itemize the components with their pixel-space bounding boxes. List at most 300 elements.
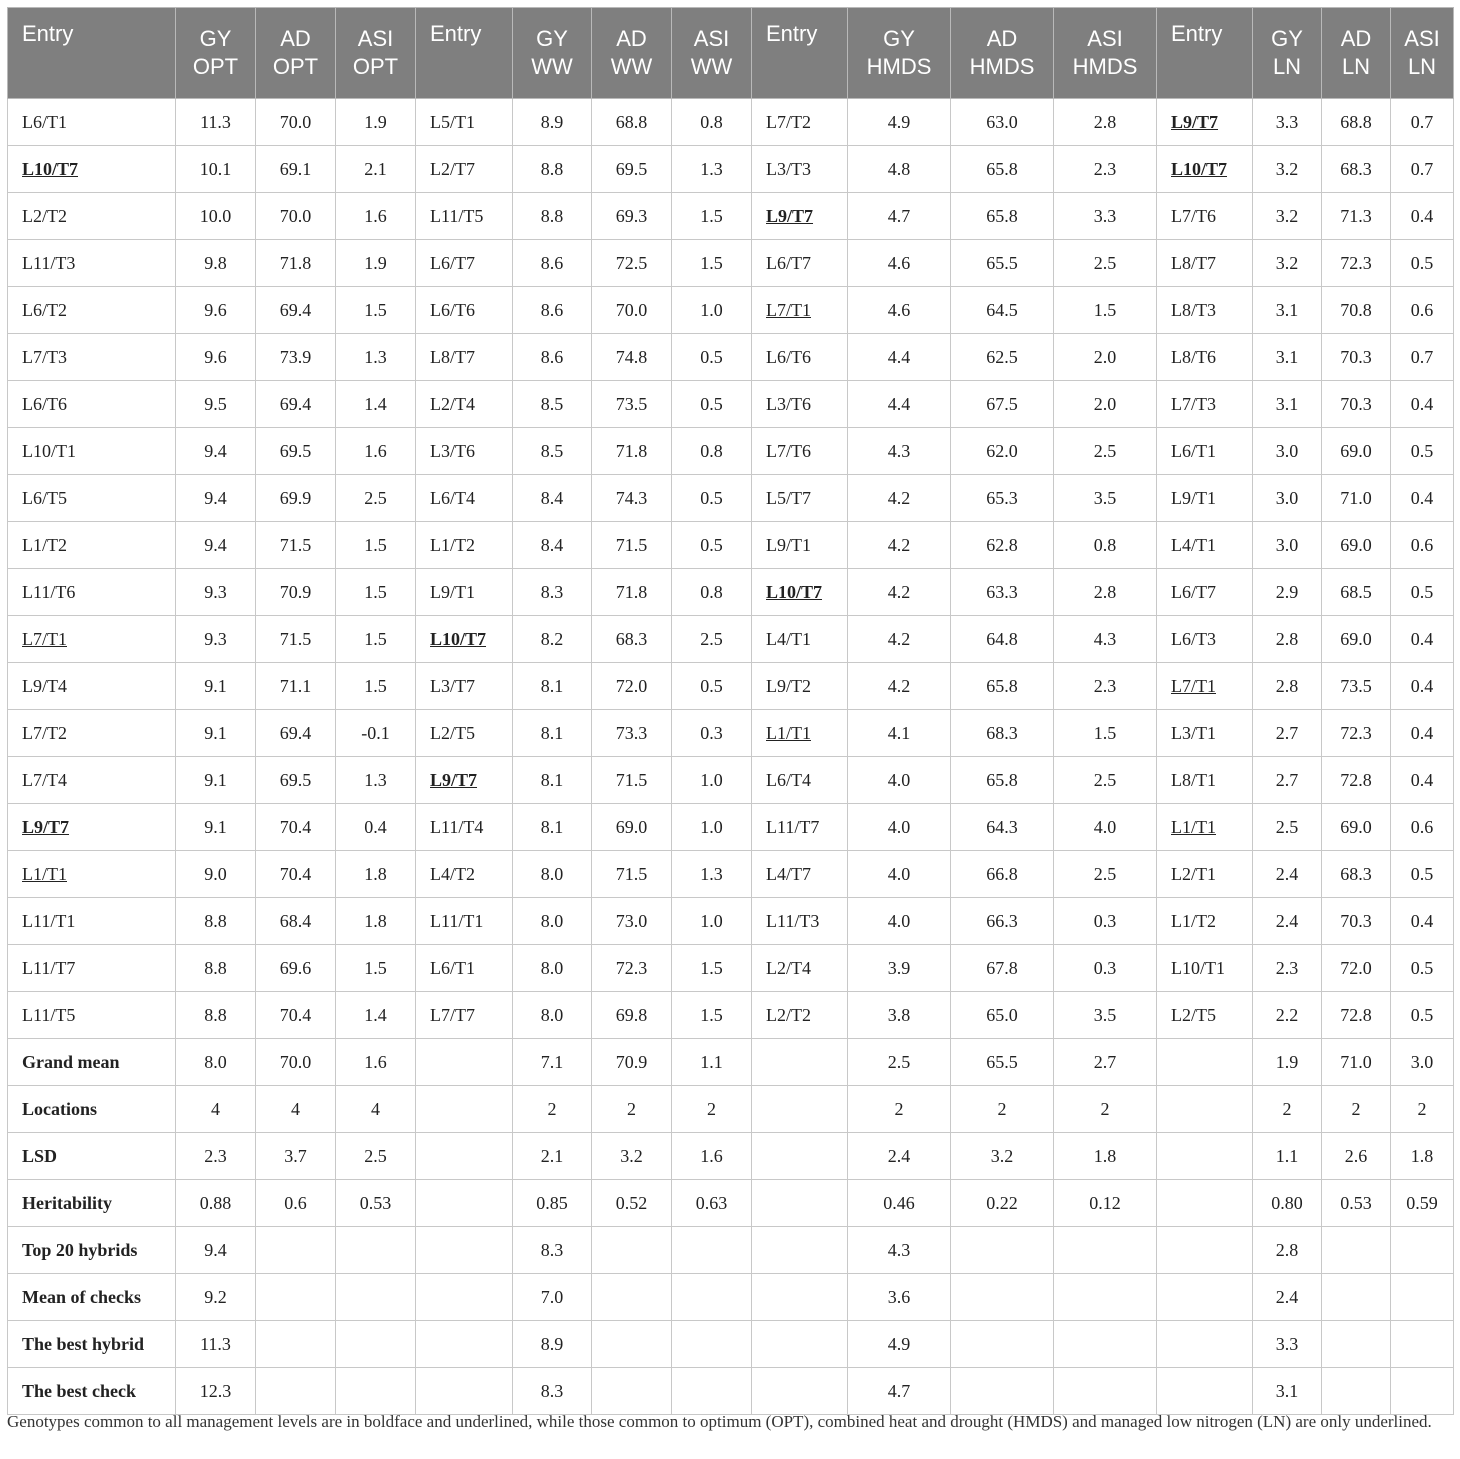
value-cell: 71.3: [1322, 193, 1391, 240]
column-header: Entry: [752, 8, 848, 99]
entry-cell: L1/T1: [752, 710, 848, 757]
summary-value: [416, 1086, 513, 1133]
summary-value: 2: [848, 1086, 951, 1133]
value-cell: 9.4: [176, 522, 256, 569]
value-cell: 3.2: [1253, 193, 1322, 240]
summary-value: [672, 1274, 752, 1321]
entry-cell: L7/T2: [752, 99, 848, 146]
summary-value: 2: [951, 1086, 1054, 1133]
summary-value: [752, 1321, 848, 1368]
value-cell: 71.5: [592, 522, 672, 569]
entry-cell: L8/T1: [1157, 757, 1253, 804]
summary-value: 4.7: [848, 1368, 951, 1415]
value-cell: 70.3: [1322, 334, 1391, 381]
entry-cell: L11/T7: [752, 804, 848, 851]
summary-value: 2: [672, 1086, 752, 1133]
value-cell: 73.0: [592, 898, 672, 945]
summary-value: [1391, 1321, 1454, 1368]
entry-cell: L6/T6: [416, 287, 513, 334]
column-header: AD LN: [1322, 8, 1391, 99]
value-cell: 0.6: [1391, 522, 1454, 569]
value-cell: 2.0: [1054, 381, 1157, 428]
value-cell: 1.5: [672, 193, 752, 240]
value-cell: 0.5: [672, 475, 752, 522]
value-cell: 70.4: [256, 992, 336, 1039]
value-cell: 9.4: [176, 475, 256, 522]
table-row: [8, 663, 1454, 710]
value-cell: 1.6: [336, 428, 416, 475]
entry-cell: L2/T1: [1157, 851, 1253, 898]
table-row: [8, 616, 1454, 663]
entry-cell: L11/T5: [8, 992, 176, 1039]
value-cell: 72.3: [1322, 710, 1391, 757]
summary-value: [1157, 1368, 1253, 1415]
entry-cell: L7/T1: [1157, 663, 1253, 710]
summary-value: [416, 1039, 513, 1086]
value-cell: 66.8: [951, 851, 1054, 898]
value-cell: 69.1: [256, 146, 336, 193]
summary-value: [1157, 1086, 1253, 1133]
value-cell: 0.8: [672, 428, 752, 475]
column-header: AD OPT: [256, 8, 336, 99]
value-cell: 2.0: [1054, 334, 1157, 381]
value-cell: 1.0: [672, 757, 752, 804]
entry-cell: L5/T7: [752, 475, 848, 522]
column-header: ASI LN: [1391, 8, 1454, 99]
value-cell: 64.8: [951, 616, 1054, 663]
summary-value: 4: [336, 1086, 416, 1133]
summary-value: 2.7: [1054, 1039, 1157, 1086]
entry-cell: L7/T6: [1157, 193, 1253, 240]
value-cell: 0.8: [1054, 522, 1157, 569]
value-cell: 69.3: [592, 193, 672, 240]
value-cell: 2.3: [1054, 663, 1157, 710]
entry-cell: L10/T7: [1157, 146, 1253, 193]
entry-cell: L9/T2: [752, 663, 848, 710]
value-cell: 3.1: [1253, 381, 1322, 428]
value-cell: 69.6: [256, 945, 336, 992]
entry-cell: L7/T6: [752, 428, 848, 475]
value-cell: 1.3: [672, 851, 752, 898]
value-cell: 4.0: [1054, 804, 1157, 851]
value-cell: 70.8: [1322, 287, 1391, 334]
entry-cell: L6/T7: [752, 240, 848, 287]
value-cell: 70.9: [256, 569, 336, 616]
summary-value: 3.1: [1253, 1368, 1322, 1415]
value-cell: 71.1: [256, 663, 336, 710]
value-cell: 69.5: [592, 146, 672, 193]
value-cell: 65.0: [951, 992, 1054, 1039]
table-row: [8, 851, 1454, 898]
value-cell: 4.0: [848, 804, 951, 851]
value-cell: 1.5: [336, 569, 416, 616]
summary-value: 3.3: [1253, 1321, 1322, 1368]
entry-cell: L6/T2: [8, 287, 176, 334]
entry-cell: L4/T7: [752, 851, 848, 898]
value-cell: 4.9: [848, 99, 951, 146]
value-cell: 66.3: [951, 898, 1054, 945]
value-cell: 4.0: [848, 898, 951, 945]
value-cell: 1.4: [336, 381, 416, 428]
column-header: GY OPT: [176, 8, 256, 99]
entry-cell: L9/T7: [1157, 99, 1253, 146]
summary-value: 12.3: [176, 1368, 256, 1415]
value-cell: 2.8: [1054, 99, 1157, 146]
entry-cell: L7/T4: [8, 757, 176, 804]
summary-value: 2: [1054, 1086, 1157, 1133]
summary-value: 0.46: [848, 1180, 951, 1227]
summary-label: Locations: [8, 1086, 176, 1133]
entry-cell: L11/T3: [752, 898, 848, 945]
value-cell: 8.6: [513, 240, 592, 287]
value-cell: 2.2: [1253, 992, 1322, 1039]
value-cell: 65.8: [951, 757, 1054, 804]
entry-cell: L1/T1: [1157, 804, 1253, 851]
value-cell: 8.0: [513, 992, 592, 1039]
summary-value: [1391, 1368, 1454, 1415]
value-cell: 69.9: [256, 475, 336, 522]
value-cell: 4.0: [848, 851, 951, 898]
value-cell: 0.6: [1391, 804, 1454, 851]
value-cell: 4.6: [848, 287, 951, 334]
value-cell: 0.3: [672, 710, 752, 757]
summary-value: 8.9: [513, 1321, 592, 1368]
summary-value: 0.52: [592, 1180, 672, 1227]
value-cell: 3.1: [1253, 287, 1322, 334]
entry-cell: L4/T2: [416, 851, 513, 898]
summary-row: [8, 1086, 1454, 1133]
table-body: [8, 99, 1454, 1415]
summary-value: 2: [1253, 1086, 1322, 1133]
value-cell: 8.0: [513, 945, 592, 992]
value-cell: 0.4: [1391, 710, 1454, 757]
value-cell: 11.3: [176, 99, 256, 146]
value-cell: 0.4: [1391, 757, 1454, 804]
summary-value: 2.1: [513, 1133, 592, 1180]
value-cell: 0.3: [1054, 945, 1157, 992]
value-cell: 8.4: [513, 475, 592, 522]
value-cell: 0.3: [1054, 898, 1157, 945]
summary-value: [416, 1321, 513, 1368]
value-cell: 1.5: [336, 522, 416, 569]
value-cell: 68.3: [1322, 146, 1391, 193]
value-cell: 2.7: [1253, 710, 1322, 757]
value-cell: 9.4: [176, 428, 256, 475]
value-cell: 3.0: [1253, 428, 1322, 475]
summary-row: [8, 1321, 1454, 1368]
summary-row: [8, 1180, 1454, 1227]
table-row: [8, 428, 1454, 475]
summary-value: [1322, 1368, 1391, 1415]
summary-label: The best check: [8, 1368, 176, 1415]
value-cell: 2.5: [1054, 240, 1157, 287]
entry-cell: L11/T4: [416, 804, 513, 851]
summary-row: [8, 1227, 1454, 1274]
summary-value: 2.6: [1322, 1133, 1391, 1180]
value-cell: 8.8: [176, 945, 256, 992]
value-cell: 72.0: [592, 663, 672, 710]
entry-cell: L3/T7: [416, 663, 513, 710]
summary-value: 9.2: [176, 1274, 256, 1321]
summary-value: 1.1: [1253, 1133, 1322, 1180]
column-header: ASI WW: [672, 8, 752, 99]
value-cell: 2.8: [1253, 663, 1322, 710]
entry-cell: L1/T2: [1157, 898, 1253, 945]
value-cell: 4.3: [1054, 616, 1157, 663]
summary-label: LSD: [8, 1133, 176, 1180]
summary-value: 3.2: [951, 1133, 1054, 1180]
summary-value: [752, 1039, 848, 1086]
summary-value: [951, 1227, 1054, 1274]
value-cell: 0.7: [1391, 99, 1454, 146]
entry-cell: L10/T7: [8, 146, 176, 193]
summary-value: 0.6: [256, 1180, 336, 1227]
summary-value: [416, 1133, 513, 1180]
entry-cell: L8/T3: [1157, 287, 1253, 334]
value-cell: 1.6: [336, 193, 416, 240]
summary-value: [752, 1227, 848, 1274]
summary-value: [1157, 1039, 1253, 1086]
summary-value: 0.22: [951, 1180, 1054, 1227]
value-cell: 1.5: [672, 240, 752, 287]
value-cell: 71.0: [1322, 475, 1391, 522]
summary-value: 3.6: [848, 1274, 951, 1321]
summary-value: [1391, 1227, 1454, 1274]
value-cell: 3.5: [1054, 992, 1157, 1039]
entry-cell: L1/T2: [416, 522, 513, 569]
summary-row: [8, 1133, 1454, 1180]
summary-row: [8, 1274, 1454, 1321]
value-cell: 69.0: [592, 804, 672, 851]
value-cell: 8.1: [513, 804, 592, 851]
entry-cell: L10/T1: [1157, 945, 1253, 992]
value-cell: 1.0: [672, 804, 752, 851]
value-cell: 0.5: [1391, 569, 1454, 616]
table-row: [8, 240, 1454, 287]
summary-value: [672, 1368, 752, 1415]
summary-value: 2.3: [176, 1133, 256, 1180]
entry-cell: L6/T5: [8, 475, 176, 522]
summary-value: 8.3: [513, 1227, 592, 1274]
value-cell: 1.8: [336, 851, 416, 898]
column-header: GY LN: [1253, 8, 1322, 99]
entry-cell: L9/T4: [8, 663, 176, 710]
value-cell: 9.1: [176, 710, 256, 757]
summary-value: 65.5: [951, 1039, 1054, 1086]
value-cell: 4.7: [848, 193, 951, 240]
value-cell: 3.3: [1054, 193, 1157, 240]
summary-value: 8.0: [176, 1039, 256, 1086]
value-cell: 74.3: [592, 475, 672, 522]
value-cell: 4.6: [848, 240, 951, 287]
entry-cell: L10/T7: [416, 616, 513, 663]
summary-value: [1322, 1274, 1391, 1321]
summary-value: [592, 1274, 672, 1321]
entry-cell: L2/T5: [416, 710, 513, 757]
summary-value: 0.63: [672, 1180, 752, 1227]
summary-value: 0.53: [336, 1180, 416, 1227]
summary-value: 1.9: [1253, 1039, 1322, 1086]
summary-value: 4.9: [848, 1321, 951, 1368]
table-row: [8, 522, 1454, 569]
entry-cell: L7/T3: [8, 334, 176, 381]
value-cell: 70.0: [256, 193, 336, 240]
column-header: ASI HMDS: [1054, 8, 1157, 99]
table-row: [8, 804, 1454, 851]
entry-cell: L2/T5: [1157, 992, 1253, 1039]
summary-value: 0.12: [1054, 1180, 1157, 1227]
value-cell: 8.9: [513, 99, 592, 146]
value-cell: 63.3: [951, 569, 1054, 616]
value-cell: 0.5: [1391, 851, 1454, 898]
summary-value: [672, 1227, 752, 1274]
value-cell: 8.8: [513, 146, 592, 193]
summary-value: 71.0: [1322, 1039, 1391, 1086]
value-cell: 3.2: [1253, 240, 1322, 287]
value-cell: 2.5: [1253, 804, 1322, 851]
value-cell: 71.8: [256, 240, 336, 287]
value-cell: 9.1: [176, 804, 256, 851]
value-cell: 0.4: [1391, 898, 1454, 945]
entry-cell: L11/T6: [8, 569, 176, 616]
column-header: Entry: [416, 8, 513, 99]
value-cell: 62.8: [951, 522, 1054, 569]
summary-value: 0.85: [513, 1180, 592, 1227]
summary-value: 0.80: [1253, 1180, 1322, 1227]
value-cell: 73.9: [256, 334, 336, 381]
summary-value: [951, 1274, 1054, 1321]
value-cell: 8.4: [513, 522, 592, 569]
summary-value: [752, 1274, 848, 1321]
entry-cell: L8/T7: [416, 334, 513, 381]
results-table: [7, 7, 1454, 1415]
value-cell: 4.2: [848, 616, 951, 663]
entry-cell: L6/T1: [416, 945, 513, 992]
value-cell: 72.8: [1322, 757, 1391, 804]
value-cell: 68.3: [1322, 851, 1391, 898]
entry-cell: L9/T7: [8, 804, 176, 851]
value-cell: 0.4: [1391, 381, 1454, 428]
value-cell: 1.5: [672, 945, 752, 992]
entry-cell: L5/T1: [416, 99, 513, 146]
value-cell: 2.9: [1253, 569, 1322, 616]
value-cell: 69.5: [256, 428, 336, 475]
value-cell: 2.8: [1054, 569, 1157, 616]
summary-value: [256, 1227, 336, 1274]
summary-value: 4: [176, 1086, 256, 1133]
value-cell: 4.2: [848, 475, 951, 522]
summary-label: Mean of checks: [8, 1274, 176, 1321]
value-cell: 71.8: [592, 569, 672, 616]
value-cell: 63.0: [951, 99, 1054, 146]
entry-cell: L2/T4: [752, 945, 848, 992]
summary-value: 4: [256, 1086, 336, 1133]
value-cell: 4.8: [848, 146, 951, 193]
value-cell: 69.4: [256, 287, 336, 334]
value-cell: 1.3: [672, 146, 752, 193]
summary-value: [416, 1227, 513, 1274]
value-cell: 1.5: [336, 945, 416, 992]
summary-value: 1.8: [1054, 1133, 1157, 1180]
value-cell: 1.5: [1054, 710, 1157, 757]
summary-value: [951, 1321, 1054, 1368]
value-cell: 68.5: [1322, 569, 1391, 616]
table-header: [8, 8, 1454, 99]
summary-value: [1157, 1321, 1253, 1368]
summary-value: [592, 1227, 672, 1274]
value-cell: 8.8: [176, 898, 256, 945]
table-row: [8, 381, 1454, 428]
value-cell: 72.0: [1322, 945, 1391, 992]
value-cell: 62.5: [951, 334, 1054, 381]
value-cell: 65.8: [951, 193, 1054, 240]
value-cell: 0.4: [1391, 663, 1454, 710]
entry-cell: L3/T1: [1157, 710, 1253, 757]
value-cell: 71.8: [592, 428, 672, 475]
entry-cell: L6/T4: [752, 757, 848, 804]
value-cell: 65.8: [951, 146, 1054, 193]
summary-value: 2.5: [336, 1133, 416, 1180]
value-cell: 69.0: [1322, 428, 1391, 475]
summary-value: [1157, 1133, 1253, 1180]
value-cell: 8.8: [176, 992, 256, 1039]
summary-value: [1322, 1321, 1391, 1368]
value-cell: 1.3: [336, 757, 416, 804]
table-row: [8, 569, 1454, 616]
value-cell: 9.5: [176, 381, 256, 428]
value-cell: 1.0: [672, 898, 752, 945]
value-cell: 68.4: [256, 898, 336, 945]
value-cell: 64.5: [951, 287, 1054, 334]
value-cell: 1.5: [336, 287, 416, 334]
value-cell: 70.0: [256, 99, 336, 146]
summary-value: 0.59: [1391, 1180, 1454, 1227]
value-cell: 10.1: [176, 146, 256, 193]
summary-value: [256, 1368, 336, 1415]
value-cell: 3.8: [848, 992, 951, 1039]
value-cell: 2.3: [1054, 146, 1157, 193]
summary-label: Heritability: [8, 1180, 176, 1227]
value-cell: 69.8: [592, 992, 672, 1039]
value-cell: 8.1: [513, 710, 592, 757]
value-cell: 0.5: [1391, 428, 1454, 475]
value-cell: 73.3: [592, 710, 672, 757]
summary-value: [336, 1321, 416, 1368]
value-cell: 4.4: [848, 381, 951, 428]
value-cell: 72.3: [592, 945, 672, 992]
summary-value: [1391, 1274, 1454, 1321]
value-cell: 2.1: [336, 146, 416, 193]
summary-value: 70.0: [256, 1039, 336, 1086]
summary-value: 2: [513, 1086, 592, 1133]
value-cell: 4.0: [848, 757, 951, 804]
value-cell: 70.4: [256, 851, 336, 898]
entry-cell: L2/T2: [752, 992, 848, 1039]
value-cell: 69.0: [1322, 616, 1391, 663]
summary-value: [1157, 1180, 1253, 1227]
summary-value: [752, 1180, 848, 1227]
summary-value: 2: [592, 1086, 672, 1133]
entry-cell: L3/T3: [752, 146, 848, 193]
summary-value: [416, 1274, 513, 1321]
summary-value: 3.0: [1391, 1039, 1454, 1086]
entry-cell: L6/T1: [8, 99, 176, 146]
summary-value: 2: [1322, 1086, 1391, 1133]
entry-cell: L7/T3: [1157, 381, 1253, 428]
summary-value: [1157, 1227, 1253, 1274]
column-header: Entry: [8, 8, 176, 99]
value-cell: 71.5: [256, 522, 336, 569]
